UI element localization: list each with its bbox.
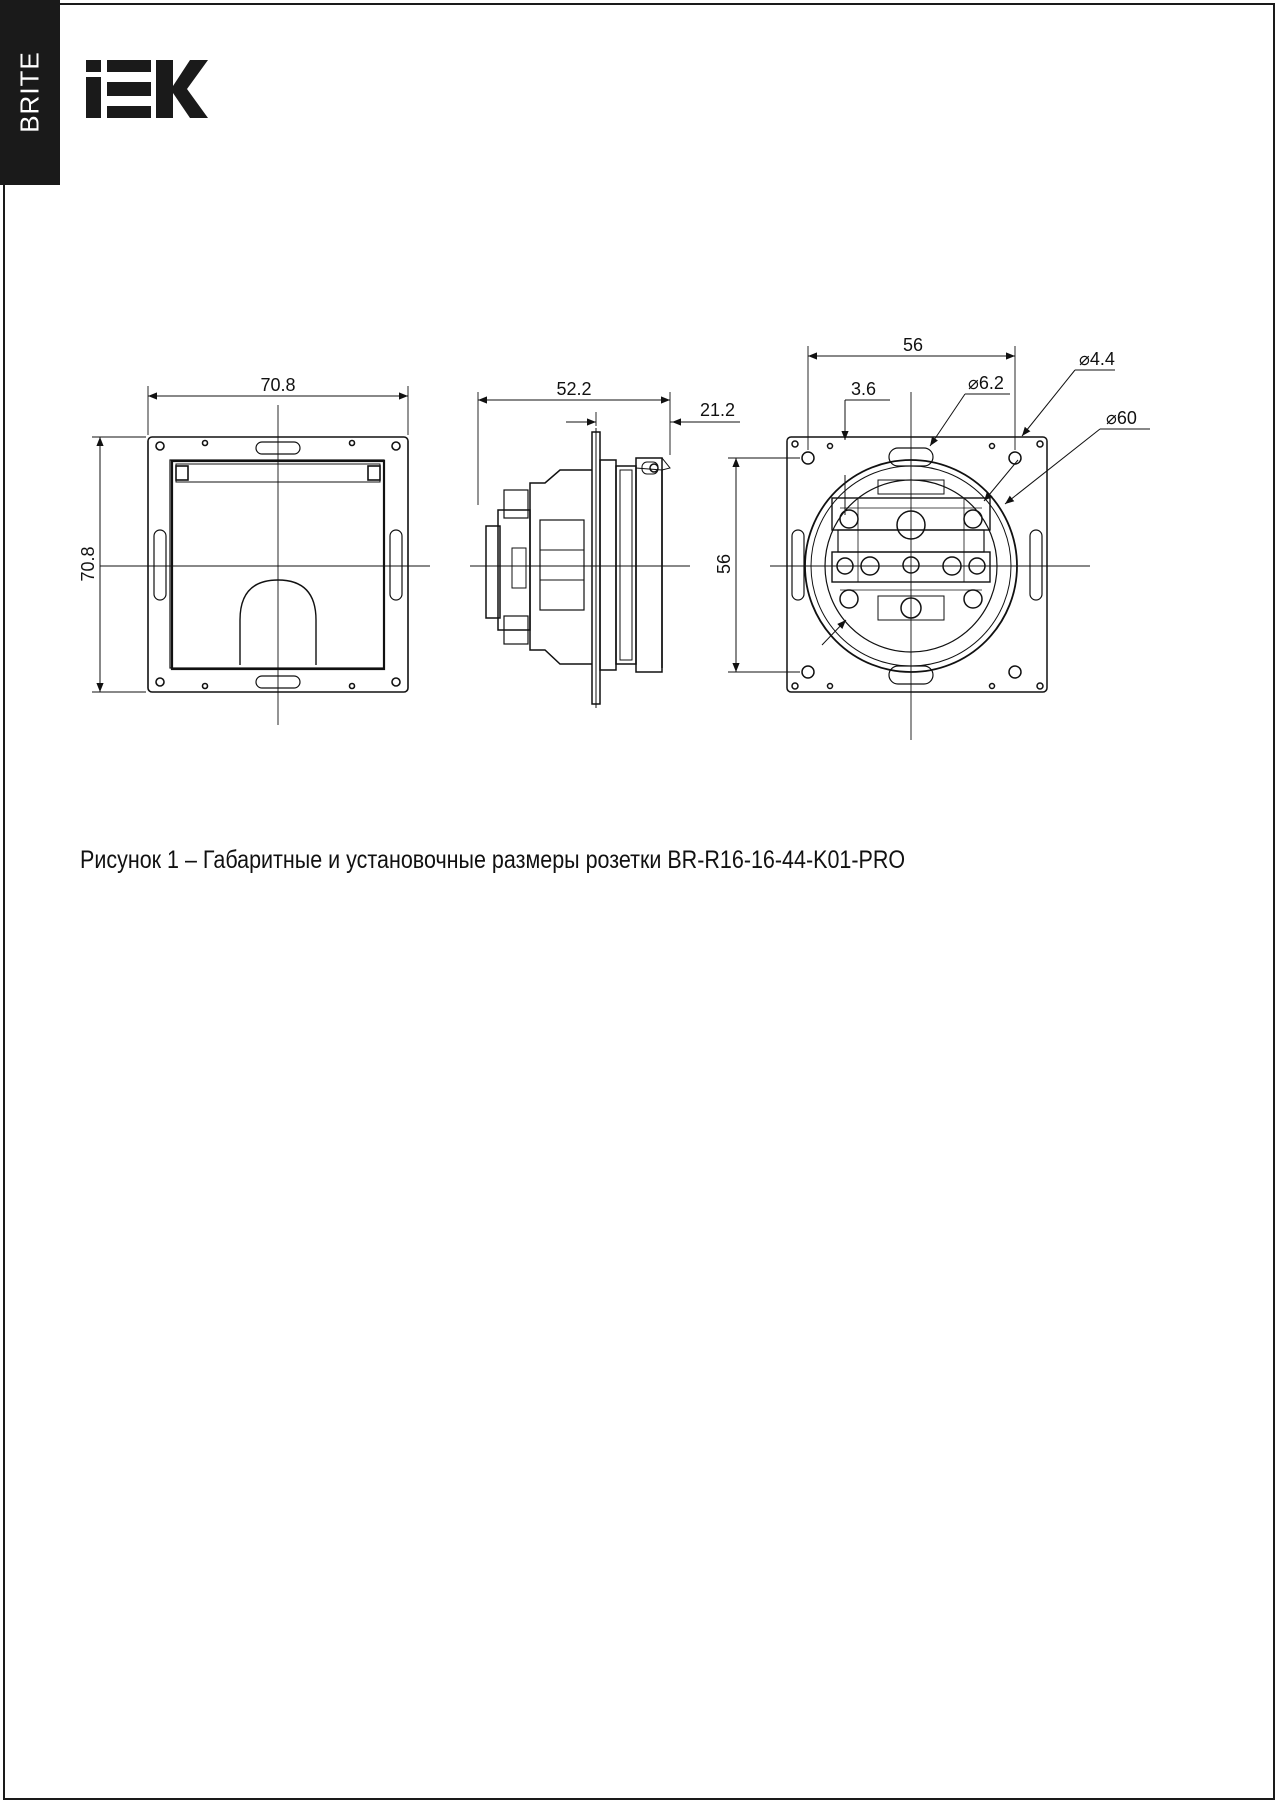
front-height-label: 70.8 (78, 546, 98, 582)
front-view (92, 386, 430, 725)
back-width-label: 56 (902, 335, 924, 355)
back-height-label: 56 (714, 553, 734, 575)
back-offset-label: 3.6 (851, 379, 877, 399)
body-diameter-label: ⌀60 (1106, 408, 1137, 428)
brand-series-tab (0, 0, 60, 185)
back-view (728, 346, 1150, 740)
side-depth-label: 52.2 (556, 379, 592, 399)
page-frame (3, 3, 1275, 1800)
side-view (470, 392, 740, 708)
hole-small-label: ⌀6.2 (968, 373, 1004, 393)
iek-logo (86, 60, 208, 118)
series-label: BRITE (14, 51, 45, 133)
side-protrusion-label: 21.2 (700, 400, 736, 420)
front-width-label: 70.8 (260, 375, 296, 395)
technical-drawing (0, 320, 1280, 740)
figure-caption: Рисунок 1 – Габаритные и установочные размеры розетки BR-R16-16-44-K01-PRO (80, 846, 906, 874)
hole-mount-label: ⌀4.4 (1079, 349, 1115, 369)
